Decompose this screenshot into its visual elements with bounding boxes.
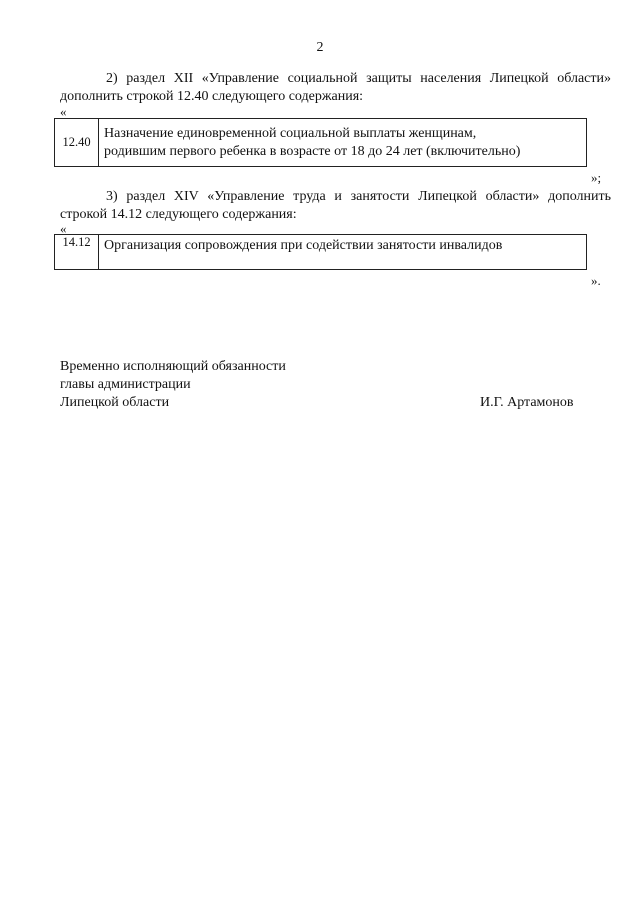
row-text-line-1: Назначение единовременной социальной выплаты женщинам, [104,125,477,141]
signatory-name: И.Г. Артамонов [480,395,574,410]
signature-title-line-2: главы администрации [60,377,191,392]
table-row [55,235,587,270]
item-2-close-quote: »; [591,170,602,185]
row-text-cell: Организация сопровождения при содействии занятости инвалидов [99,235,587,270]
table-row [55,119,587,167]
item-3-close-quote: ». [591,273,601,288]
item-2-text: 2) раздел XII «Управление социальной защиты населения Липецкой области» дополнить строкой 12.40 следующего содержания: [60,71,611,104]
item-3-paragraph [60,188,611,224]
signature-title-line-3: Липецкой области [60,395,170,410]
row-text-cell [99,119,587,167]
row-number-cell: 14.12 [55,235,99,270]
item-2-open-quote: « [60,104,67,119]
item-2-paragraph [60,70,611,106]
table-14-12 [54,234,587,270]
row-text-line-2: родившим первого ребенка в возрасте от 18 до 24 лет (включительно) [104,143,521,159]
page-number: 2 [316,40,324,55]
row-number-cell: 12.40 [55,119,99,167]
item-3-text: 3) раздел XIV «Управление труда и занятости Липецкой области» дополнить строкой 14.12 следующего содержания: [60,189,611,222]
table-12-40 [54,118,587,167]
item-3-open-quote: « [60,221,67,236]
signature-title-line-1: Временно исполняющий обязанности [60,359,286,374]
